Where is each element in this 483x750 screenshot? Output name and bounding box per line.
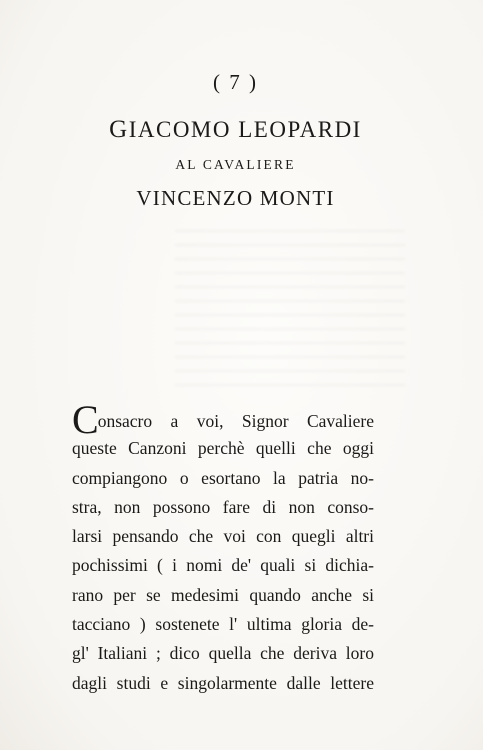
page-number: ( 7 ) <box>213 70 258 94</box>
text-line: queste Canzoni perchè quelli che oggi <box>72 438 374 459</box>
author-name-rest: IACOMO LEOPARDI <box>128 117 362 142</box>
text-line: compiangono o esortano la patria no- <box>72 467 374 488</box>
show-through-shadow <box>175 230 405 390</box>
text-line: stra, non possono fare di non conso- <box>72 496 374 517</box>
text-line: rano per se medesimi quando anche si <box>72 584 374 605</box>
text-line: larsi pensando che voi con quegli altri <box>72 526 374 547</box>
dedication-prefix: AL CAVALIERE <box>175 157 296 172</box>
author-initial: G <box>109 116 129 143</box>
author-heading <box>0 116 477 144</box>
text-line: dagli studi e singolarmente dalle lettere <box>72 672 374 693</box>
dedicatee-heading: VINCENZO MONTI <box>136 186 335 210</box>
dedication-text <box>72 397 374 698</box>
text-line: gl' Italiani ; dico quella che deriva loro <box>72 643 374 664</box>
drop-cap: C <box>72 397 99 442</box>
text-line: pochissimi ( i nomi de' quali si dichia- <box>72 555 374 576</box>
text-line: tacciano ) sostenete l' ultima gloria de- <box>72 614 374 635</box>
text-line: Consacro a voi, Signor Cavaliere <box>72 397 374 442</box>
